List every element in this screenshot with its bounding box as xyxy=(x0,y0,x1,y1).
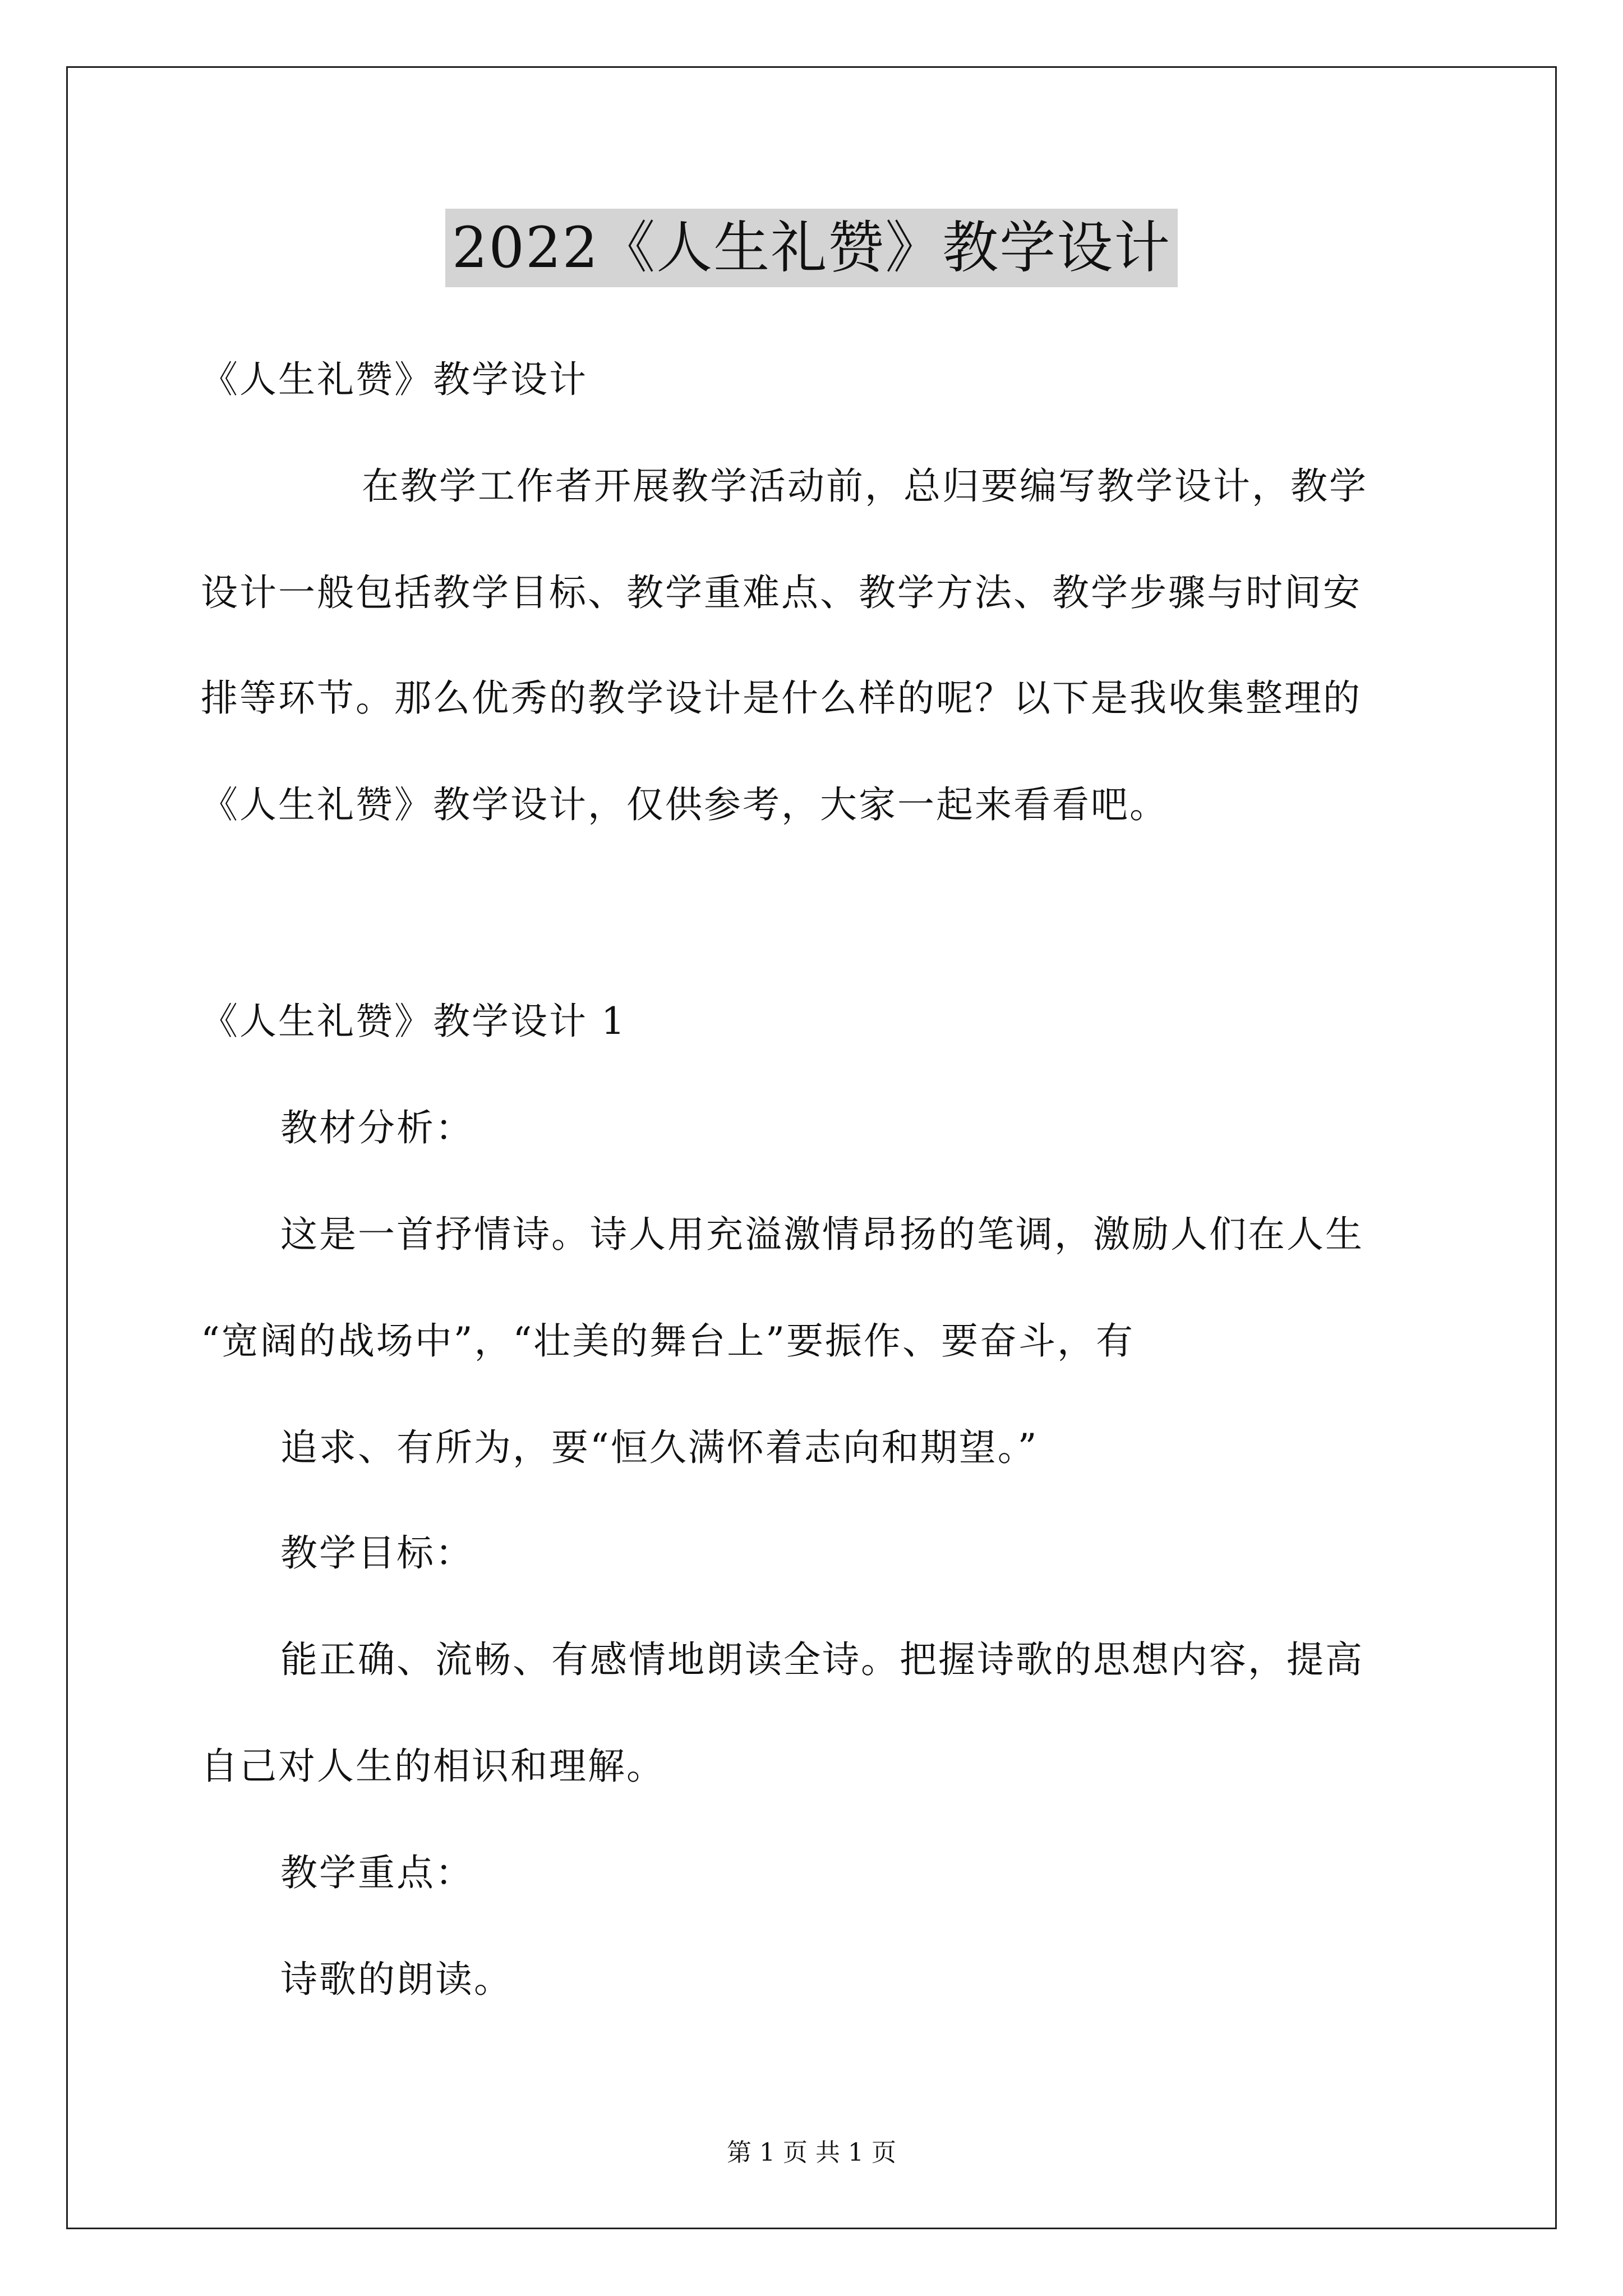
key-heading: 教学重点： xyxy=(280,1851,474,1894)
goal-line-1: 能正确、流畅、有感情地朗读全诗。把握诗歌的思想内容，提高 xyxy=(280,1638,1364,1681)
analysis-line-1: 这是一首抒情诗。诗人用充溢激情昂扬的笔调，激励人们在人生 xyxy=(280,1213,1364,1256)
intro-line-1: 在教学工作者开展教学活动前，总归要编写教学设计，教学 xyxy=(362,464,1368,508)
analysis-line-2: “宽阔的战场中”，“壮美的舞台上”要振作、要奋斗，有 xyxy=(201,1319,1135,1363)
intro-line-2: 设计一般包括教学目标、教学重难点、教学方法、教学步骤与时间安 xyxy=(201,571,1362,614)
title-container xyxy=(0,209,1623,287)
analysis-line-3: 追求、有所为，要“恒久满怀着志向和期望。” xyxy=(280,1426,1039,1469)
intro-line-3: 排等环节。那么优秀的教学设计是什么样的呢？以下是我收集整理的 xyxy=(201,677,1362,720)
page-footer: 第 1 页 共 1 页 xyxy=(727,2138,896,2167)
intro-line-4: 《人生礼赞》教学设计，仅供参考，大家一起来看看吧。 xyxy=(201,783,1168,826)
goal-heading: 教学目标： xyxy=(280,1531,474,1575)
document-title: 2022《人生礼赞》教学设计 xyxy=(445,209,1178,287)
section-heading: 《人生礼赞》教学设计 1 xyxy=(201,1000,626,1043)
key-line: 诗歌的朗读。 xyxy=(280,1958,513,2001)
subtitle: 《人生礼赞》教学设计 xyxy=(201,358,588,401)
goal-line-2: 自己对人生的相识和理解。 xyxy=(201,1745,665,1788)
analysis-heading: 教材分析： xyxy=(280,1106,474,1149)
